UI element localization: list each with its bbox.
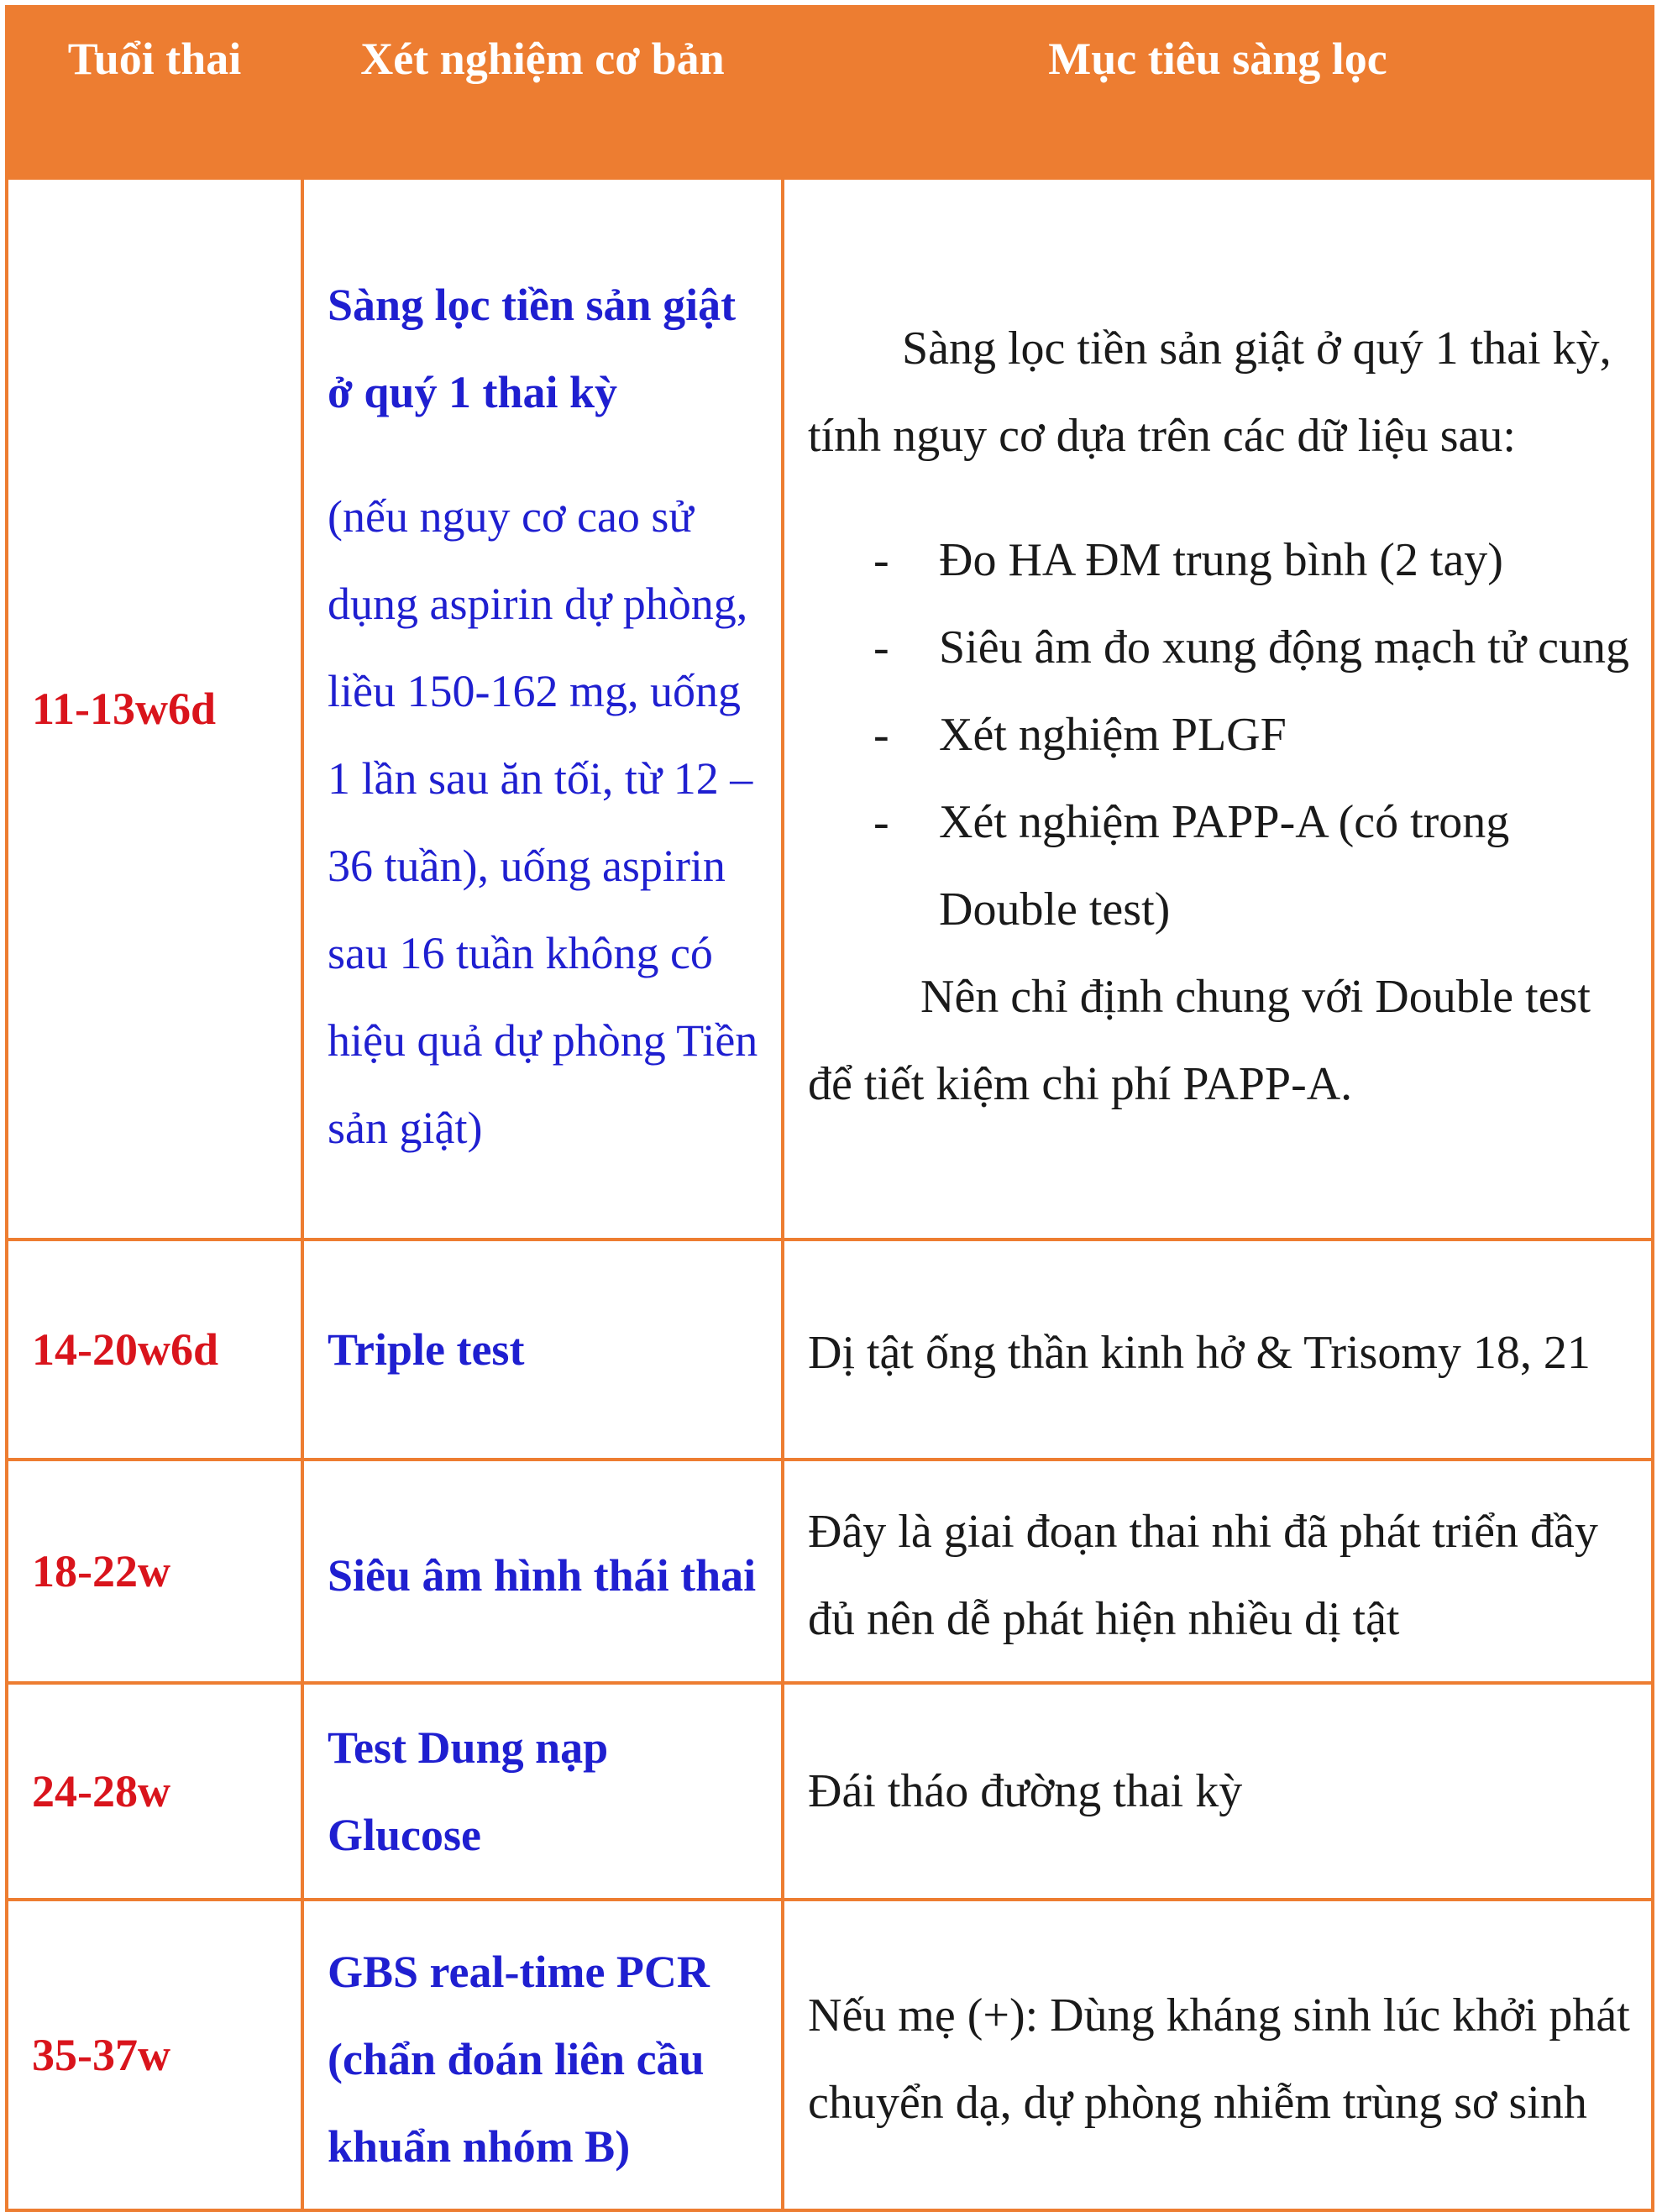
list-item: - Xét nghiệm PLGF <box>808 691 1631 778</box>
test-title: GBS real-time PCR (chẩn đoán liên cầu khuẩn nhóm B) <box>328 1947 710 2172</box>
screening-goal-cell <box>783 178 1653 1240</box>
prenatal-screening-table <box>5 5 1654 2212</box>
header-basic-test: Xét nghiệm cơ bản <box>302 7 783 178</box>
test-title: Siêu âm hình thái thai <box>328 1550 757 1601</box>
gestational-age-cell: 11-13w6d <box>7 178 302 1240</box>
table-row <box>7 1900 1653 2210</box>
screening-goal-cell: Đái tháo đường thai kỳ <box>783 1683 1653 1900</box>
screening-goal-cell: Đây là giai đoạn thai nhi đã phát triển đầy đủ nên dễ phát hiện nhiều dị tật <box>783 1460 1653 1683</box>
table-row <box>7 178 1653 1240</box>
gestational-age-cell: 18-22w <box>7 1460 302 1683</box>
list-item: - Đo HA ĐM trung bình (2 tay) <box>808 516 1631 604</box>
test-cell <box>302 1683 783 1900</box>
test-title: Sàng lọc tiền sản giật ở quý 1 thai kỳ <box>328 280 737 417</box>
list-item: - Siêu âm đo xung động mạch tử cung <box>808 604 1631 691</box>
table-header-row <box>7 7 1653 178</box>
table-row <box>7 1240 1653 1460</box>
test-cell <box>302 1240 783 1460</box>
header-screening-goal: Mục tiêu sàng lọc <box>783 7 1653 178</box>
gestational-age-cell: 35-37w <box>7 1900 302 2210</box>
test-title: Triple test <box>328 1324 525 1375</box>
test-cell <box>302 1460 783 1683</box>
table-row <box>7 1683 1653 1900</box>
bullet-dash: - <box>873 621 889 674</box>
header-gestational-age: Tuổi thai <box>7 7 302 178</box>
bullet-dash: - <box>873 709 889 761</box>
goal-list <box>808 516 1631 953</box>
test-cell <box>302 178 783 1240</box>
bullet-dash: - <box>873 796 889 848</box>
gestational-age-cell: 24-28w <box>7 1683 302 1900</box>
goal-outro: Nên chỉ định chung với Double test để tiết kiệm chi phí PAPP-A. <box>808 971 1591 1110</box>
test-title: Test Dung nạp Glucose <box>328 1722 609 1860</box>
gestational-age-cell: 14-20w6d <box>7 1240 302 1460</box>
test-note: (nếu nguy cơ cao sử dụng aspirin dự phòng, liều 150-162 mg, uống 1 lần sau ăn tối, từ 12 – 36 tuần), uống aspirin sau 16 tuần không có hiệu quả dự phòng Tiền sản giật) <box>328 491 758 1153</box>
screening-goal-cell: Nếu mẹ (+): Dùng kháng sinh lúc khởi phát chuyển dạ, dự phòng nhiễm trùng sơ sinh <box>783 1900 1653 2210</box>
bullet-dash: - <box>873 534 889 586</box>
list-item: - Xét nghiệm PAPP-A (có trong Double test) <box>808 778 1631 953</box>
test-cell <box>302 1900 783 2210</box>
screening-goal-cell: Dị tật ống thần kinh hở & Trisomy 18, 21 <box>783 1240 1653 1460</box>
table-row <box>7 1460 1653 1683</box>
goal-intro: Sàng lọc tiền sản giật ở quý 1 thai kỳ, tính nguy cơ dựa trên các dữ liệu sau: <box>808 322 1612 462</box>
